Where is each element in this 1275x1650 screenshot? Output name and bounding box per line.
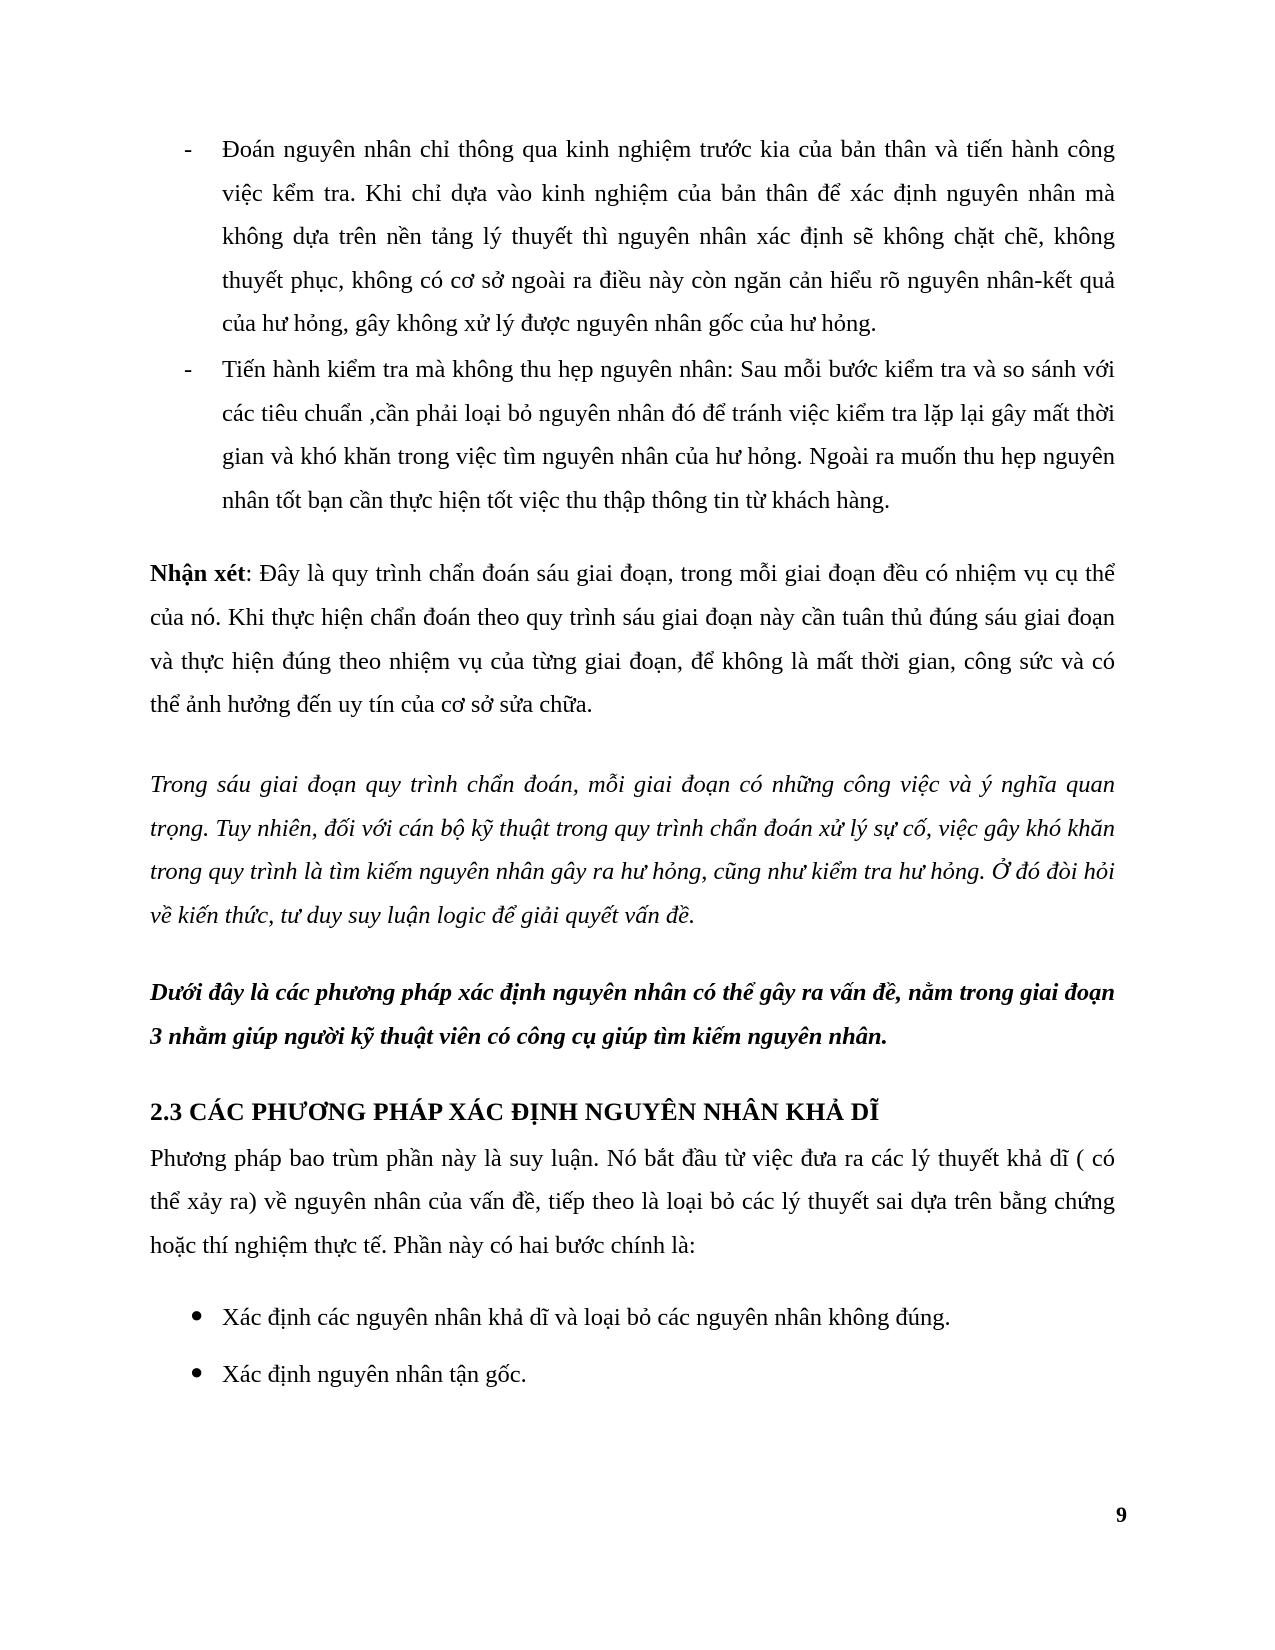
dash-marker-icon: -: [184, 356, 193, 384]
bullet-dot-icon: ●: [190, 1359, 204, 1385]
body-paragraph: Phương pháp bao trùm phần này là suy luận. Nó bắt đầu từ việc đưa ra các lý thuyết khả dĩ ( có thể xảy ra) về nguyên nhân của vấn đề, tiếp theo là loại bỏ các lý thuyết sai dựa trên bằng chứng hoặc thí nghiệm thực tế. Phần này có hai bước chính là:: [150, 1144, 1115, 1260]
list-item: [150, 1353, 1115, 1397]
remark-label: Nhận xét: [150, 560, 246, 588]
remark-text: Đây là quy trình chẩn đoán sáu giai đoạn, trong mỗi giai đoạn đều có nhiệm vụ cụ thể của nó. Khi thực hiện chẩn đoán theo quy trình sáu giai đoạn này cần tuân thủ đúng sáu giai đoạn và thực hiện đúng theo nhiệm vụ của từng giai đoạn, để không là mất thời gian, công sức và có thể ảnh hưởng đến uy tín của cơ sở sửa chữa.: [150, 560, 1115, 719]
list-item-text: Xác định các nguyên nhân khả dĩ và loại bỏ các nguyên nhân không đúng.: [222, 1303, 951, 1331]
remark-paragraph: [150, 552, 1115, 726]
page-number: 9: [1116, 1502, 1127, 1527]
dash-marker-icon: -: [184, 136, 193, 163]
page-content: [150, 128, 1115, 1397]
dash-bullet-list: [150, 128, 1115, 522]
round-bullet-list: [150, 1296, 1115, 1397]
list-item-text: Tiến hành kiểm tra mà không thu hẹp nguyên nhân: Sau mỗi bước kiểm tra và so sánh với các tiêu chuẩn ,cần phải loại bỏ nguyên nhân đó để tránh việc kiểm tra lặp lại gây mất thời gian và khó khăn trong việc tìm nguyên nhân của hư hỏng. Ngoài ra muốn thu hẹp nguyên nhân tốt bạn cần thực hiện tốt việc thu thập thông tin từ khách hàng.: [222, 356, 1115, 514]
list-item: [150, 348, 1115, 522]
list-item-text: Xác định nguyên nhân tận gốc.: [222, 1361, 527, 1389]
section-heading: 2.3 CÁC PHƯƠNG PHÁP XÁC ĐỊNH NGUYÊN NHÂN KHẢ DĨ: [150, 1096, 880, 1126]
remark-separator: :: [245, 560, 260, 588]
list-item: [150, 128, 1115, 346]
list-item: [150, 1296, 1115, 1340]
italic-paragraph: Trong sáu giai đoạn quy trình chẩn đoán, mỗi giai đoạn có những công việc và ý nghĩa quan trọng. Tuy nhiên, đối với cán bộ kỹ thuật trong quy trình chẩn đoán xử lý sự cố, việc gây khó khăn trong quy trình là tìm kiếm nguyên nhân gây ra hư hỏng, cũng như kiểm tra hư hỏng. Ở đó đòi hỏi về kiến thức, tư duy suy luận logic để giải quyết vấn đề.: [150, 770, 1115, 929]
bullet-dot-icon: ●: [190, 1301, 204, 1327]
bold-italic-paragraph: Dưới đây là các phương pháp xác định nguyên nhân có thể gây ra vấn đề, nằm trong giai đoạn 3 nhằm giúp người kỹ thuật viên có công cụ giúp tìm kiếm nguyên nhân.: [150, 979, 1115, 1050]
list-item-text: Đoán nguyên nhân chỉ thông qua kinh nghiệm trước kia của bản thân và tiến hành công việc kểm tra. Khi chỉ dựa vào kinh nghiệm của bản thân để xác định nguyên nhân mà không dựa trên nền tảng lý thuyết thì nguyên nhân xác định sẽ không chặt chẽ, không thuyết phục, không có cơ sở ngoài ra điều này còn ngăn cản hiểu rõ nguyên nhân-kết quả của hư hỏng, gây không xử lý được nguyên nhân gốc của hư hỏng.: [222, 136, 1115, 338]
